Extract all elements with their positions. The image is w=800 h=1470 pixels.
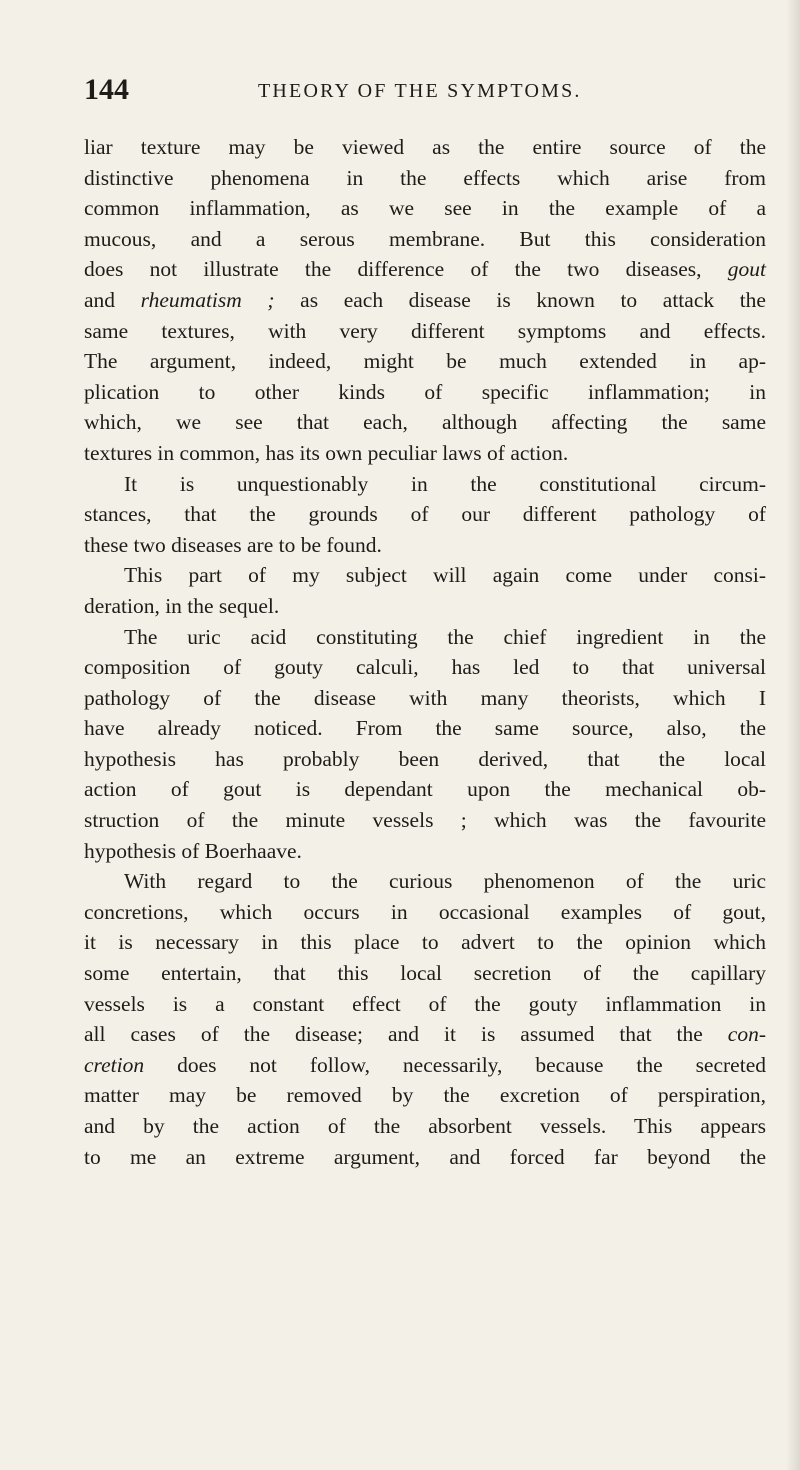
text-line: hypothesis of Boerhaave.: [84, 838, 302, 863]
paragraph-start-line: It is unquestionably in the constitutional circum-: [124, 471, 766, 496]
text-line: action of gout is dependant upon the mechanical ob-: [84, 777, 766, 802]
text-line: does not illustrate the difference of the two diseases, gout: [84, 257, 766, 282]
text-line: pathology of the disease with many theorists, which I: [84, 685, 766, 710]
italic-term: cretion: [84, 1052, 145, 1077]
text-line: some entertain, that this local secretion of the capillary: [84, 961, 766, 986]
paragraph-start-line: The uric acid constituting the chief ingredient in the: [124, 624, 766, 649]
text-line: all cases of the disease; and it is assumed that the con-: [84, 1022, 766, 1047]
page-number: 144: [84, 73, 129, 106]
text-line: stances, that the grounds of our different pathology of: [84, 502, 766, 527]
paragraph-start-line: With regard to the curious phenomenon of the uric: [124, 869, 766, 894]
text-line: hypothesis has probably been derived, that the local: [84, 746, 766, 771]
body-text: [84, 132, 766, 1172]
text-line: distinctive phenomena in the effects which arise from: [84, 165, 766, 190]
running-head: THEORY OF THE SYMPTOMS.: [258, 80, 582, 102]
text-line: deration, in the sequel.: [84, 593, 280, 618]
text-line: composition of gouty calculi, has led to that universal: [84, 655, 766, 680]
text-line: and rheumatism ; as each disease is known to attack the: [84, 287, 766, 312]
text-line: struction of the minute vessels ; which was the favourite: [84, 808, 766, 833]
text-line: liar texture may be viewed as the entire source of the: [84, 135, 766, 159]
text-line: these two diseases are to be found.: [84, 532, 382, 557]
text-line: matter may be removed by the excretion of perspiration,: [84, 1083, 766, 1108]
italic-term: rheumatism ;: [140, 287, 275, 312]
text-line: which, we see that each, although affecting the same: [84, 410, 766, 435]
text-line: common inflammation, as we see in the example of a: [84, 196, 766, 221]
text-line: same textures, with very different symptoms and effects.: [84, 318, 766, 343]
text-line: mucous, and a serous membrane. But this consideration: [84, 226, 766, 251]
text-line: The argument, indeed, might be much extended in ap-: [84, 349, 766, 374]
italic-term: gout: [727, 257, 766, 282]
text-line: to me an extreme argument, and forced far beyond the: [84, 1144, 766, 1169]
text-line: plication to other kinds of specific inflammation; in: [84, 379, 766, 404]
text-line: and by the action of the absorbent vessels. This appears: [84, 1114, 766, 1138]
page-header: [84, 72, 724, 108]
page-edge-shadow: [786, 0, 800, 1470]
paragraph-start-line: This part of my subject will again come under consi-: [124, 563, 766, 588]
italic-term: con-: [727, 1022, 766, 1047]
text-line: have already noticed. From the same source, also, the: [84, 716, 766, 741]
text-line: textures in common, has its own peculiar laws of action.: [84, 440, 569, 465]
text-line: cretion does not follow, necessarily, because the secreted: [84, 1052, 766, 1077]
text-line: vessels is a constant effect of the gouty inflammation in: [84, 991, 766, 1016]
text-line: concretions, which occurs in occasional examples of gout,: [84, 899, 766, 924]
text-line: it is necessary in this place to advert to the opinion which: [84, 930, 766, 955]
